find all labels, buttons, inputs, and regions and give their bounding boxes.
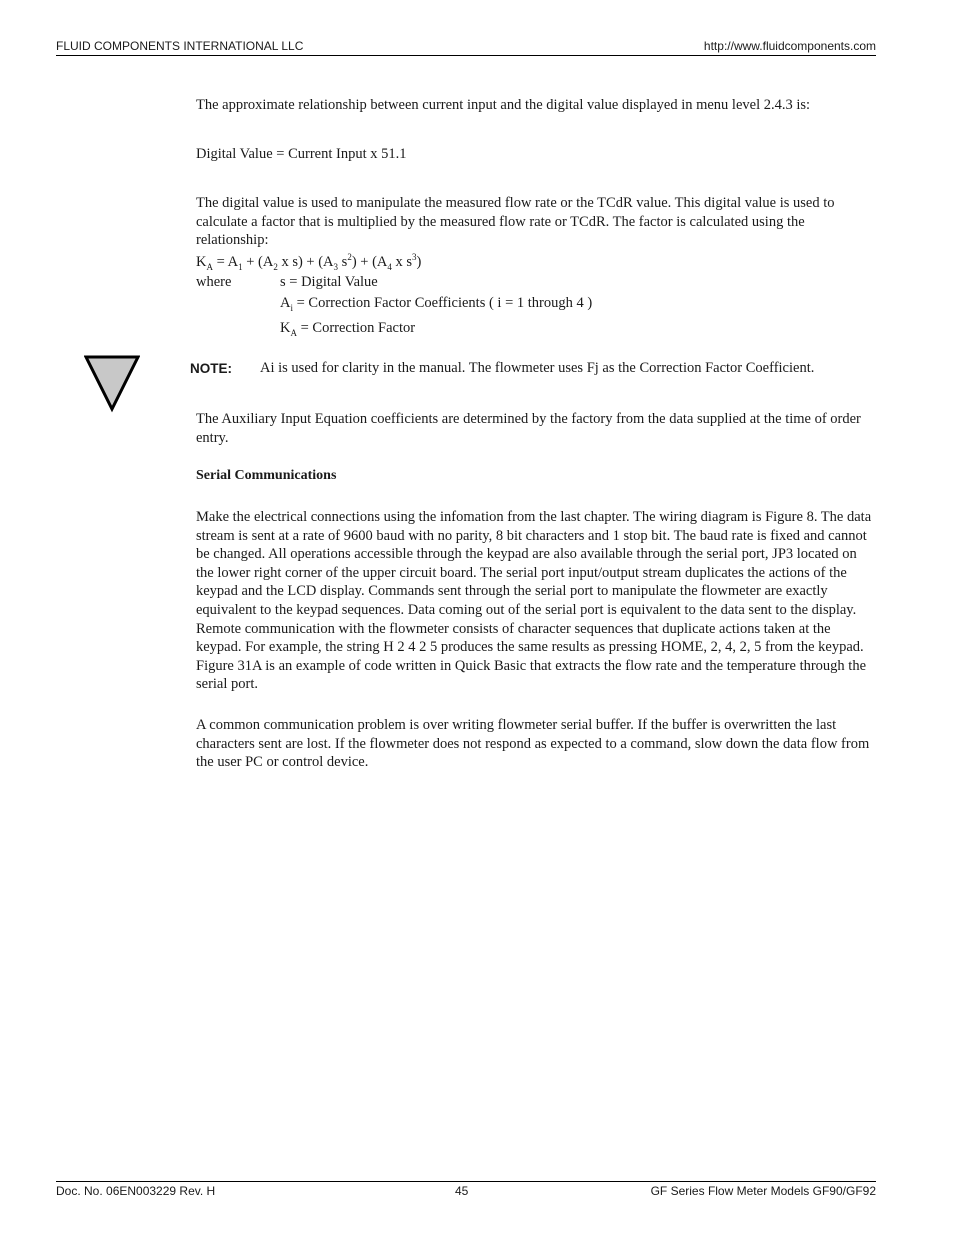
page-number: 45 [455, 1184, 469, 1198]
note-label: NOTE: [190, 361, 232, 376]
serial-paragraph: Make the electrical connections using the infomation from the last chapter. The wiring diagram is Figure 8. The data stream is sent at a rate of 9600 baud with no parity, 8 bit characters and 1 stop bit. The baud rate is fixed and cannot be changed. All operations accessible through the keypad are also available through the serial port, JP3 located on the lower right corner of the upper circuit board. The serial port input/output stream duplicates the actions of the keypad and the LCD display. Commands sent through the serial port to manipulate the flowmeter are exactly equivalent to the keypad sequences. Data coming out of the serial port is equivalent to the data sent to the display. Remote communication with the flowmeter consists of character sequences that duplicate actions taken at the keypad. For example, the string H 2 4 2 5 produces the same results as pressing HOME, 2, 4, 2, 5 from the keypad. Figure 31A is an example of code written in Quick Basic that extracts the flow rate and the temperature through the serial port. [196, 509, 872, 693]
footer-doc-number: Doc. No. 06EN003229 Rev. H [56, 1184, 216, 1198]
warning-triangle-icon [84, 355, 140, 418]
header-company: FLUID COMPONENTS INTERNATIONAL LLC [56, 39, 304, 53]
note-text: Ai is used for clarity in the manual. The flowmeter uses Fj as the Correction Factor Coefficient. [260, 360, 815, 376]
digital-value-paragraph: The digital value is used to manipulate the measured flow rate or the TCdR value. This digital value is used to calculate a factor that is multiplied by the measured flow rate or TCdR. The factor is calculated using the relationship: [196, 195, 835, 249]
header-url: http://www.fluidcomponents.com [703, 39, 876, 53]
page-header [56, 39, 876, 56]
where-label: where [196, 274, 232, 290]
intro-paragraph: The approximate relationship between current input and the digital value displayed in menu level 2.4.3 is: [196, 97, 811, 113]
factor-equation: $K_A = A_1 + (A_2$ x $s) + (A_3$ $s^2) + (A_4$ x $s^3$) [196, 252, 422, 272]
auxiliary-paragraph: The Auxiliary Input Equation coefficients are determined by the factory from the data supplied at the time of order entry. [196, 411, 861, 446]
section-heading: Serial Communications [196, 468, 337, 483]
where-coefficients: $A_i$ = Correction Factor Coefficients ( i = 1 through 4 ) [280, 295, 593, 313]
digital-value-equation: Digital Value = Current Input x 51.1 [196, 146, 407, 162]
where-digital-value: s = Digital Value [280, 274, 378, 290]
page-footer [56, 1181, 876, 1200]
where-correction-factor: $K_A$ = Correction Factor [280, 320, 416, 338]
buffer-paragraph: A common communication problem is over writing flowmeter serial buffer. If the buffer is overwritten the last characters sent are lost. If the flowmeter does not respond as expected to a command, slow down the data flow from the user PC or control device. [196, 717, 870, 771]
footer-product: GF Series Flow Meter Models GF90/GF92 [650, 1184, 876, 1198]
